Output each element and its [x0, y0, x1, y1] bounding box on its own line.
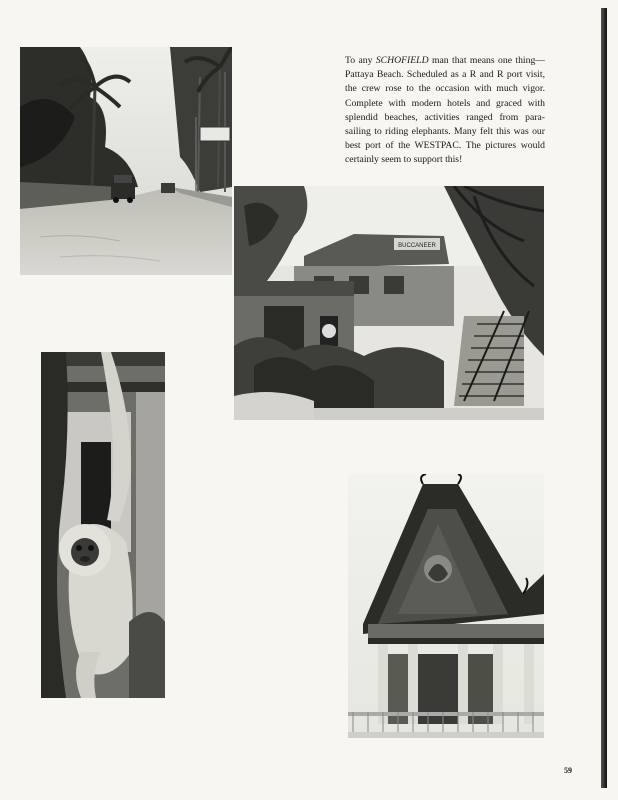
- caption-text: [345, 54, 545, 168]
- page-edge-shadow: [601, 8, 607, 788]
- hotel-sign-text: BUCCANEER: [398, 243, 436, 249]
- hotel-photo: [234, 186, 544, 420]
- temple-image: [348, 474, 544, 738]
- gibbon-photo: [41, 352, 165, 698]
- road-scene-image: [20, 47, 232, 275]
- ship-name: SCHOFIELD: [375, 55, 429, 66]
- road-photo: [20, 47, 232, 275]
- hotel-scene-image: [234, 186, 544, 420]
- page-number: 59: [564, 766, 572, 775]
- gibbon-image: [41, 352, 165, 698]
- temple-photo: [348, 474, 544, 738]
- caption-body: man that means one thing—Pattaya Beach. Scheduled as a R and R port visit, the crew rose to the occasion with much vigor. Complete with modern hotels and graced with splendid beaches, activities ranged from para-sailing to riding elephants. Many felt this was our best port of the WESTPAC. The pictures would certainly seem to support this!: [345, 55, 545, 166]
- caption-intro: To any: [345, 55, 376, 66]
